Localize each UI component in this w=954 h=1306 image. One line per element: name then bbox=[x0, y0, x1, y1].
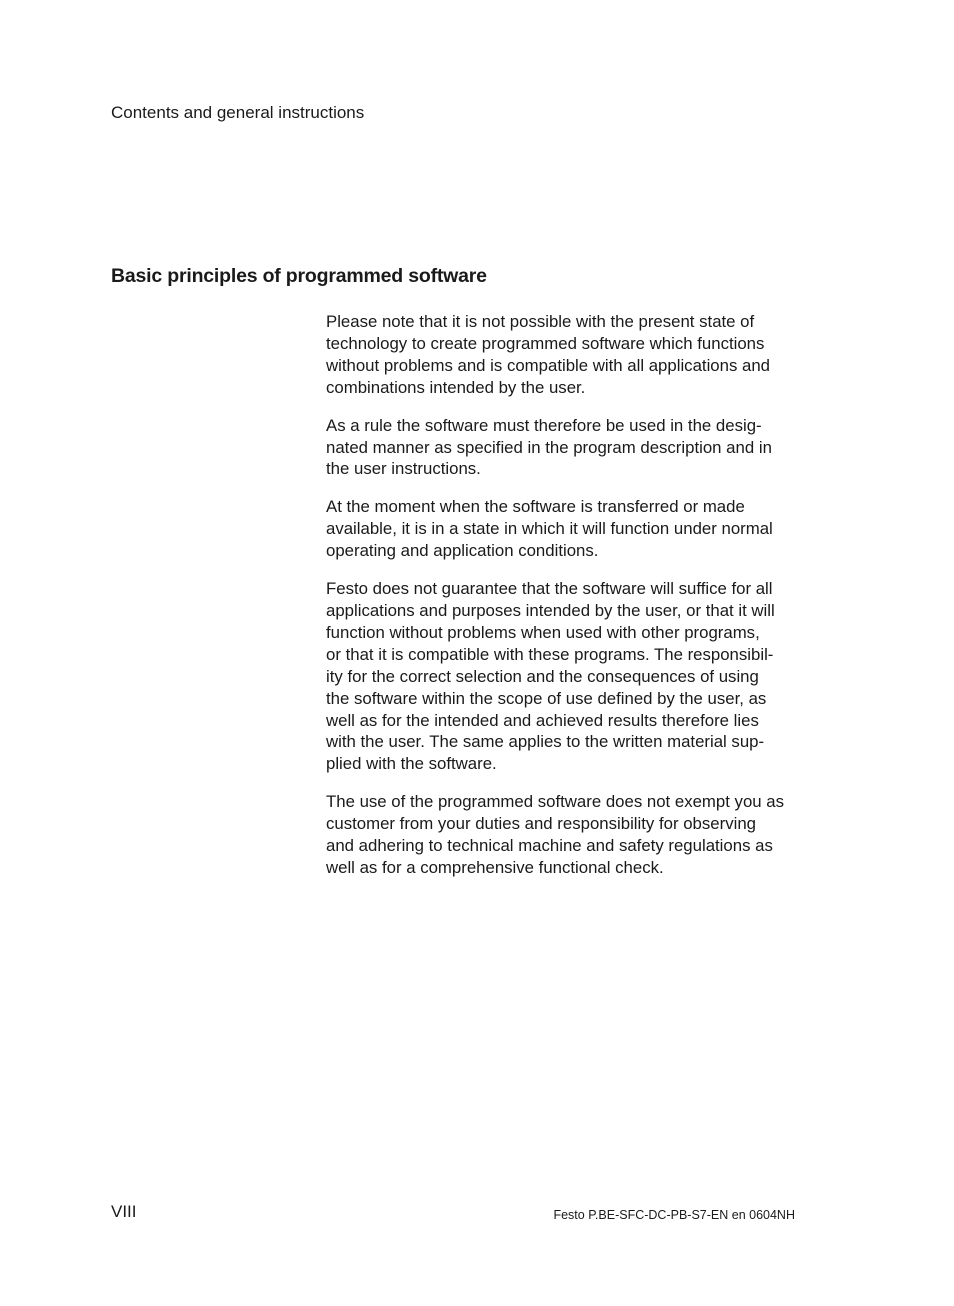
paragraph-line: without problems and is compatible with all applications and bbox=[326, 355, 771, 375]
paragraph-line: with the user. The same applies to the written material sup- bbox=[326, 732, 765, 752]
paragraph-line: available, it is in a state in which it will function under normal bbox=[326, 519, 773, 539]
paragraph bbox=[326, 791, 804, 879]
paragraph-line: operating and application conditions. bbox=[326, 541, 599, 561]
paragraph bbox=[326, 415, 804, 481]
paragraph-line: customer from your duties and responsibility for observing bbox=[326, 814, 756, 834]
section-heading: Basic principles of programmed software bbox=[111, 265, 487, 287]
page-number: VIII bbox=[111, 1202, 137, 1221]
paragraph-line: combinations intended by the user. bbox=[326, 377, 586, 397]
paragraph-line: the software within the scope of use defined by the user, as bbox=[326, 688, 767, 708]
paragraph-line: nated manner as specified in the program description and in bbox=[326, 437, 772, 457]
paragraph-line: and adhering to technical machine and safety regulations as bbox=[326, 836, 773, 856]
paragraph bbox=[326, 496, 804, 562]
paragraph-line: The use of the programmed software does not exempt you as bbox=[326, 792, 785, 812]
paragraph-line: plied with the software. bbox=[326, 754, 497, 774]
paragraph-line: the user instructions. bbox=[326, 459, 481, 479]
paragraph-line: function without problems when used with other programs, bbox=[326, 622, 760, 642]
paragraph-line: applications and purposes intended by the user, or that it will bbox=[326, 600, 775, 620]
paragraph-line: At the moment when the software is transferred or made bbox=[326, 497, 745, 517]
paragraph-line: well as for a comprehensive functional check. bbox=[326, 857, 664, 877]
running-header: Contents and general instructions bbox=[111, 103, 365, 122]
paragraph-line: technology to create programmed software which functions bbox=[326, 333, 765, 353]
paragraph bbox=[326, 311, 804, 399]
paragraph-line: or that it is compatible with these programs. The responsibil- bbox=[326, 644, 774, 664]
paragraph-line: ity for the correct selection and the consequences of using bbox=[326, 666, 759, 686]
paragraph bbox=[326, 578, 804, 775]
paragraph-line: well as for the intended and achieved results therefore lies bbox=[326, 710, 759, 730]
paragraph-line: Festo does not guarantee that the software will suffice for all bbox=[326, 579, 773, 599]
paragraph-line: Please note that it is not possible with the present state of bbox=[326, 312, 755, 331]
body-text-column bbox=[326, 311, 804, 895]
document-id: Festo P.BE-SFC-DC-PB-S7-EN en 0604NH bbox=[553, 1208, 795, 1222]
paragraph-line: As a rule the software must therefore be used in the desig- bbox=[326, 415, 762, 435]
